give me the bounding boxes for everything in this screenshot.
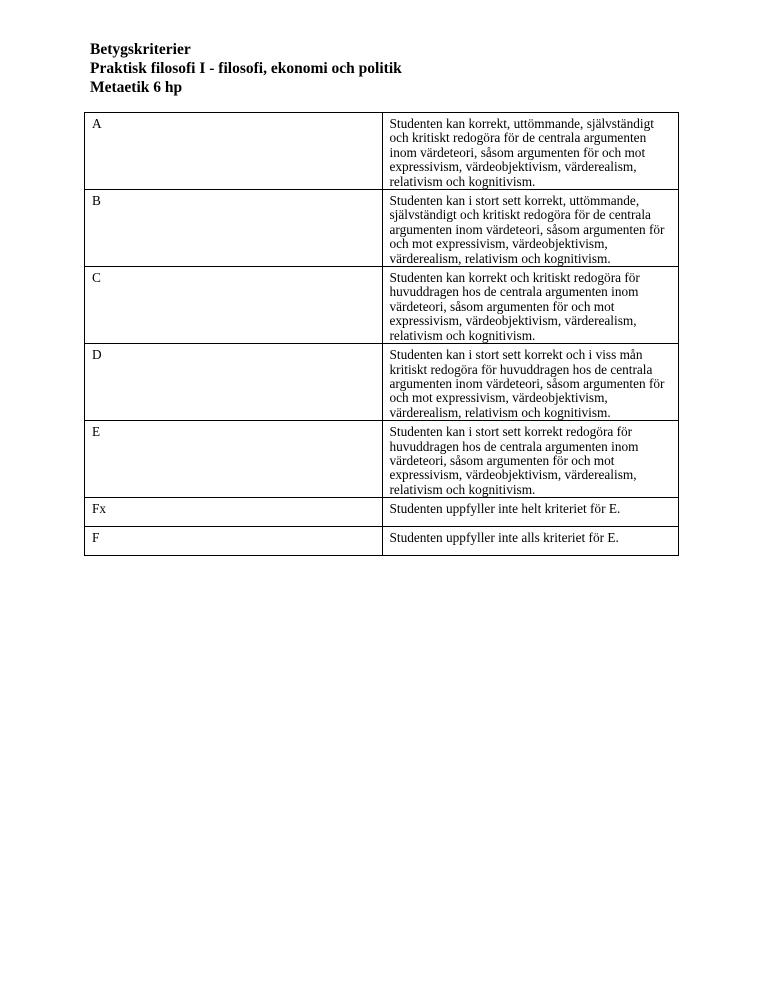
table-row [85, 344, 679, 421]
criteria-cell: Studenten kan i stort sett korrekt redogöra för huvuddragen hos de centrala argumenten inom värdeteori, såsom argumenten för och mot expressivism, värdeobjektivism, värderealism, relativism och kognitivism. [382, 421, 679, 498]
table-row [85, 421, 679, 498]
document-header [90, 40, 402, 97]
criteria-cell: Studenten kan i stort sett korrekt, uttömmande, självständigt och kritiskt redogöra för de centrala argumenten inom värdeteori, såsom argumenten för och mot expressivism, värdeobjektivism, värderealism, relativism och kognitivism. [382, 190, 679, 267]
table-row [85, 190, 679, 267]
module-name: Metaetik 6 hp [90, 79, 183, 96]
grade-cell: B [85, 190, 383, 267]
course-name: Praktisk filosofi I - filosofi, ekonomi och politik [90, 60, 402, 77]
criteria-cell: Studenten kan i stort sett korrekt och i viss mån kritiskt redogöra för huvuddragen hos de centrala argumenten inom värdeteori, såsom argumenten för och mot expressivism, värdeobjektivism, värderealism, relativism och kognitivism. [382, 344, 679, 421]
criteria-cell: Studenten uppfyller inte alls kriteriet för E. [382, 527, 679, 556]
grade-cell: F [85, 527, 383, 556]
table-row [85, 267, 679, 344]
table-row [85, 527, 679, 556]
document-title: Betygskriterier [90, 41, 191, 58]
grade-cell: C [85, 267, 383, 344]
table-row [85, 113, 679, 190]
criteria-cell: Studenten kan korrekt och kritiskt redogöra för huvuddragen hos de centrala argumenten inom värdeteori, såsom argumenten för och mot expressivism, värdeobjektivism, värderealism, relativism och kognitivism. [382, 267, 679, 344]
table-row [85, 498, 679, 527]
grade-cell: E [85, 421, 383, 498]
grade-cell: A [85, 113, 383, 190]
grade-cell: D [85, 344, 383, 421]
criteria-cell: Studenten kan korrekt, uttömmande, självständigt och kritiskt redogöra för de centrala argumenten inom värdeteori, såsom argumenten för och mot expressivism, värdeobjektivism, värderealism, relativism och kognitivism. [382, 113, 679, 190]
grade-cell: Fx [85, 498, 383, 527]
criteria-cell: Studenten uppfyller inte helt kriteriet för E. [382, 498, 679, 527]
grading-criteria-table [84, 112, 679, 556]
